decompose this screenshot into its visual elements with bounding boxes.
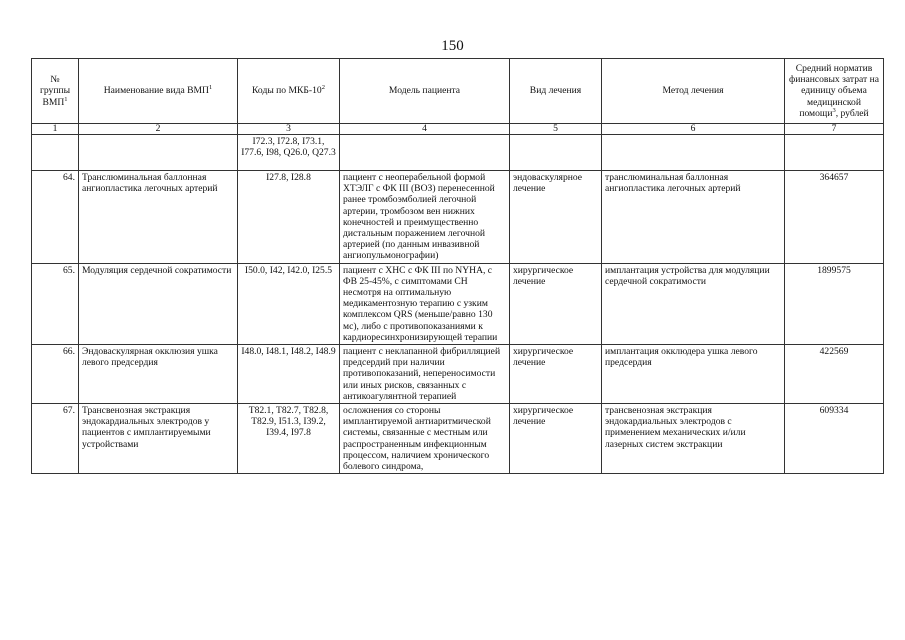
row-patient-model: осложнения со стороны имплантируемой антиаритмической системы, связанные с местным или распространенным инфекционным процессом, наличием хронического болевого синдрома, xyxy=(340,404,510,474)
column-number: 4 xyxy=(340,124,510,135)
table-row xyxy=(32,135,884,171)
row-vmp-name xyxy=(79,135,238,171)
row-vmp-name: Модуляция сердечной сократимости xyxy=(79,263,238,344)
row-icd-codes: I48.0, I48.1, I48.2, I48.9 xyxy=(238,345,340,404)
row-icd-codes: I27.8, I28.8 xyxy=(238,171,340,264)
header-icd-codes: Коды по МКБ-$10^2$ xyxy=(238,59,340,124)
header-row xyxy=(32,59,884,124)
vmp-table xyxy=(31,58,884,474)
row-treatment-method: имплантация окклюдера ушка левого предсердия xyxy=(602,345,785,404)
row-patient-model: пациент с неоперабельной формой ХТЭЛГ с ФК III (ВОЗ) перенесенной ранее тромбоэмболией легочной артерии, тромбозом вен нижних конечностей и преимущественно дистальным поражением легочной артерией (по данным инвазивной ангиопульмонографии) xyxy=(340,171,510,264)
row-average-cost: 422569 xyxy=(785,345,884,404)
row-number: 67. xyxy=(32,404,79,474)
row-vmp-name: Трансвенозная экстракция эндокардиальных электродов у пациентов с имплантируемыми устройствами xyxy=(79,404,238,474)
row-treatment-type: хирургическое лечение xyxy=(510,345,602,404)
row-number: 66. xyxy=(32,345,79,404)
header-treatment-type: Вид лечения xyxy=(510,59,602,124)
column-number: 5 xyxy=(510,124,602,135)
row-treatment-type: хирургическое лечение xyxy=(510,404,602,474)
row-average-cost: 364657 xyxy=(785,171,884,264)
row-icd-codes: T82.1, T82.7, T82.8, T82.9, I51.3, I39.2, I39.4, I97.8 xyxy=(238,404,340,474)
row-treatment-type xyxy=(510,135,602,171)
row-treatment-method: транслюминальная баллонная ангиопластика легочных артерий xyxy=(602,171,785,264)
column-number: 6 xyxy=(602,124,785,135)
header-group-number: № группы ВМП$^1$ xyxy=(32,59,79,124)
row-patient-model: пациент с ХНС с ФК III по NYHA, с ФВ 25-45%, с симптомами СН несмотря на оптимальную медикаментозную терапию с узким комплексом QRS (меньше/равно 130 мс), либо с противопоказаниями к кардиоресинхронизирующей терапии xyxy=(340,263,510,344)
table-row xyxy=(32,345,884,404)
row-vmp-name: Транслюминальная баллонная ангиопластика легочных артерий xyxy=(79,171,238,264)
header-average-cost: Средний норматив финансовых затрат на единицу объема медицинской помощи$^3$, рублей xyxy=(785,59,884,124)
row-treatment-method: трансвенозная экстракция эндокардиальных электродов с применением механических и/или лазерных систем экстракции xyxy=(602,404,785,474)
row-treatment-method: имплантация устройства для модуляции сердечной сократимости xyxy=(602,263,785,344)
header-treatment-method: Метод лечения xyxy=(602,59,785,124)
table-row xyxy=(32,263,884,344)
row-vmp-name: Эндоваскулярная окклюзия ушка левого предсердия xyxy=(79,345,238,404)
row-number: 65. xyxy=(32,263,79,344)
row-average-cost xyxy=(785,135,884,171)
page-number: 150 xyxy=(441,38,464,54)
column-number-row xyxy=(32,124,884,135)
row-icd-codes: I72.3, I72.8, I73.1, I77.6, I98, Q26.0, Q27.3 xyxy=(238,135,340,171)
row-patient-model: пациент с неклапанной фибрилляцией предсердий при наличии противопоказаний, непереносимости или иных рисков, связанных с антикоагулянтной терапией xyxy=(340,345,510,404)
row-number xyxy=(32,135,79,171)
row-treatment-type: хирургическое лечение xyxy=(510,263,602,344)
row-icd-codes: I50.0, I42, I42.0, I25.5 xyxy=(238,263,340,344)
column-number: 2 xyxy=(79,124,238,135)
row-patient-model xyxy=(340,135,510,171)
row-treatment-method xyxy=(602,135,785,171)
row-average-cost: 609334 xyxy=(785,404,884,474)
column-number: 1 xyxy=(32,124,79,135)
table-row xyxy=(32,171,884,264)
header-vmp-name: Наименование вида ВМП$^1$ xyxy=(79,59,238,124)
row-treatment-type: эндоваскулярное лечение xyxy=(510,171,602,264)
header-patient-model: Модель пациента xyxy=(340,59,510,124)
table-row xyxy=(32,404,884,474)
column-number: 3 xyxy=(238,124,340,135)
column-number: 7 xyxy=(785,124,884,135)
row-number: 64. xyxy=(32,171,79,264)
row-average-cost: 1899575 xyxy=(785,263,884,344)
